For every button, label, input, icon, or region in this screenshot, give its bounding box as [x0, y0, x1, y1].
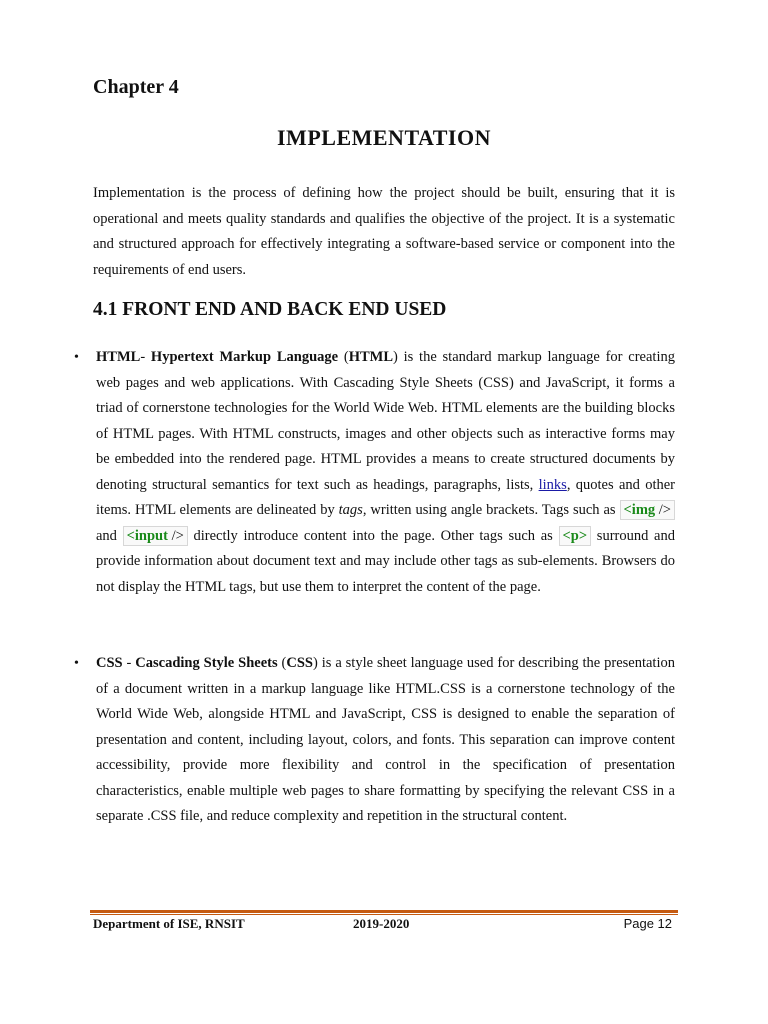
html-text-1: is the standard markup language for creating web pages and web applications. With Cascading Style Sheets (CSS) and JavaScript, it forms a triad of cornerstone technologies for the World Wide Web. HTML elements are the building blocks of HTML pages. With HTML constructs, images and other objects such as interactive forms may be embedded into the rendered page. HTML provides a means to create structured documents by denoting structural semantics for text such as headings, paragraphs, lists,	[96, 349, 675, 493]
css-abbr: CSS	[286, 655, 313, 671]
code-input-tag	[123, 526, 188, 546]
bullet-icon: •	[74, 350, 79, 365]
code-img-tag	[620, 500, 675, 520]
css-term: CSS	[96, 655, 123, 671]
css-bullet-paragraph	[96, 651, 675, 830]
code-p-tag	[559, 526, 592, 546]
html-term: HTML	[96, 349, 141, 365]
section-heading: 4.1 FRONT END AND BACK END USED	[93, 299, 447, 320]
chapter-label: Chapter 4	[93, 76, 179, 98]
html-abbr: HTML	[348, 349, 393, 365]
code-img-name: <img	[623, 502, 656, 518]
footer-department: Department of ISE, RNSIT	[93, 916, 245, 931]
css-abbr-open: (	[277, 655, 287, 671]
html-expansion: Hypertext Markup Language	[150, 349, 339, 365]
intro-paragraph: Implementation is the process of defining how the project should be built, ensuring that it is operational and meets quality standards and qualifies the objective of the project. It is a systematic and structured approach for effectively integrating a software-based service or component into the requirements of end users.	[93, 185, 675, 278]
html-abbr-open: (	[338, 349, 349, 365]
bullet-icon: •	[74, 656, 79, 671]
css-text-1: is a style sheet language used for describing the presentation of a document written in a markup language like HTML.CSS is a cornerstone technology of the World Wide Web, alongside HTML and JavaScript, CSS is designed to enable the separation of presentation and content, including layout, colors, and fonts. This separation can improve content accessibility, provide more flexibility and control in the specification of presentation characteristics, enable multiple web pages to share formatting by specifying the relevant CSS in a separate .CSS file, and reduce complexity and repetition in the structural content.	[96, 655, 675, 824]
footer-rule-thin	[90, 914, 678, 915]
code-input-name: <input	[126, 527, 168, 544]
code-p-name: <p>	[562, 527, 588, 544]
footer-year: 2019-2020	[353, 916, 410, 931]
links-link[interactable]: links	[538, 476, 567, 493]
html-text-4: and	[96, 527, 123, 544]
html-text-6: surround and provide information about document text and may include other tags as sub-elements. Browsers do not display the HTML tags, but use them to interpret the content of the page.	[96, 527, 675, 595]
html-text-2: , quotes and other items. HTML elements are delineated by	[96, 476, 675, 518]
page-title: IMPLEMENTATION	[277, 125, 491, 150]
html-abbr-close: )	[393, 349, 398, 365]
code-input-end: />	[167, 527, 184, 544]
code-img-end: />	[655, 502, 671, 518]
html-text-3: , written using angle brackets. Tags such as	[362, 502, 620, 518]
footer-page-number: Page 12	[623, 916, 672, 931]
html-dash: -	[140, 349, 151, 365]
css-dash: -	[122, 655, 136, 671]
html-text-5: directly introduce content into the page. Other tags such as	[187, 527, 559, 544]
css-abbr-close: )	[312, 655, 318, 671]
tags-word: tags	[338, 502, 363, 518]
css-expansion: Cascading Style Sheets	[135, 655, 278, 671]
html-bullet-paragraph	[96, 345, 675, 600]
footer-rule-thick	[90, 910, 678, 913]
